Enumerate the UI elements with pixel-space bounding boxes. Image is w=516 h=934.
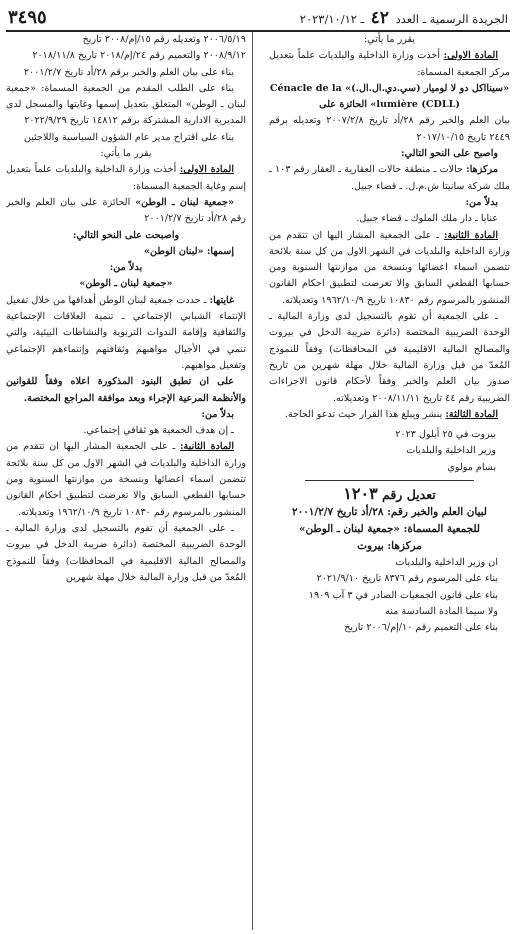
left-column (6, 32, 253, 930)
article-2-text: ـ على الجمعية المشار اليها ان تتقدم من وزارة الداخلية والبلديات في الشهر الاول من كل سنة بلائحة تتضمن اسماء اعضائها وبنسخة من موازنتها السنوية ومن حسابها القطعي السابق والا تعرضت لتطبيق احكام القانون المنشور بالمرسوم رقم ١٠٨٣٠ تاريخ ١٩٦٢/١٠/٩ وتعديلاته. (269, 229, 510, 306)
left-conditions: على ان تطبق البنود المذكورة اعلاه وفقاً للقوانين والأنظمة المرعية الإجراء وبعد موافقة المراجع المختصة. (6, 376, 246, 404)
law-line: بناء على قانون الجمعيات الصادر في ٣ آب ١٩٠٩ (308, 589, 498, 601)
headquarters (269, 162, 510, 195)
article-3-text: ينشر ويبلغ هذا القرار حيث تدعو الحاجة. (284, 408, 446, 420)
left-article-1 (6, 162, 246, 195)
hq-text: حالات ـ منطقة حالات العقارية ـ العقار رقم ١٠٣ ـ ملك شركة سانيتا ش.م.ل. ـ قضاء جبيل. (269, 164, 510, 192)
page-number: ٣٤٩٥ (8, 7, 47, 28)
left-old-goal: ـ إن هدف الجمعية هو ثقافي إجتماعي. (83, 425, 234, 437)
left-amended: واصبحت على النحو التالي: (72, 229, 180, 241)
based-on-receipt: بناء على بيان العلم والخبر برقم ٢٨/أد تاريخ ٢٠٠١/٢/٧ (23, 66, 234, 78)
decision-intro-2: يقرر ما يأتي: (100, 148, 152, 160)
amendment-subtitle-1: لبيان العلم والخبر رقم: ٢٨/أد تاريخ ٢٠٠١/٢/٧ (292, 506, 487, 519)
signature-minister: وزير الداخلية والبلديات (406, 445, 496, 457)
issue-date: ـ ٢٠٢٣/١٠/١٢ (299, 12, 364, 26)
article-1 (269, 48, 510, 81)
circular-line: بناء على التعميم رقم ١٠/إم/٢٠٠٦ تاريخ (344, 622, 498, 634)
amendment-subtitle-3: مركزها: بيروت (357, 540, 422, 553)
signature-name: بسام مولوي (447, 461, 496, 473)
article-1-label: المادة الاولى: (443, 50, 498, 62)
left-tax-paragraph: ـ على الجمعية أن تقوم بالتسجيل لدى وزارة المالية ـ الوحدة الضريبية المختصة (دائرة ضريبة الدخل في بيروت والمصالح المالية الاقليمية في المحافظات) وفقاً للنموذج المُعدّ من قبل وزارة المالية خلال مهلة شهرين (6, 522, 246, 583)
amendment-subtitle-2: للجمعية المسماة: «جمعية لبنان ـ الوطن» (299, 523, 480, 536)
hq-label: مركزها: (466, 164, 498, 176)
tax-paragraph: ـ على الجمعية أن تقوم بالتسجيل لدى وزارة المالية ـ الوحدة الضريبية المختصة (دائرة ضريبة الدخل في بيروت والمصالح المالية الاقليمية في المحافظات) وفقاً للنموذج المُعدّ من قبل وزارة المالية خلال مهلة شهرين من تاريخ صدور بيان العلم والخبر وفقاً لأحكام قانون الاجراءات الضريبية رقم ٤٤ تاريخ ٢٠٠٨/١١/١١ وتعديلاته. (269, 311, 510, 404)
left-goals-label: غايتها: (209, 294, 234, 306)
right-column (263, 32, 510, 930)
left-name-label: إسمها: (206, 245, 234, 257)
gazette-name: الجريدة الرسمية ـ العدد (395, 12, 508, 26)
association-registration: بيان العلم والخبر رقم ٢٨/أد تاريخ ٢٠٠٧/٢/٨ وتعديله برقم ٢٤٤٩ تاريخ ٢٠١٧/١٠/١٥ (269, 115, 510, 143)
decision-intro: يقرر ما يأتي: (363, 34, 416, 45)
amendment-title (269, 485, 510, 504)
minister-line: ان وزير الداخلية والبلديات (395, 557, 498, 569)
dates-line-1: ٢٠٠٦/٥/١٩ وتعديله رقم ١٥/إم/٢٠٠٨ تاريخ (82, 34, 246, 45)
left-article-1-text: أخذت وزارة الداخلية والبلديات علماً بتعديل إسم وغاية الجمعية المسماة: (6, 164, 246, 192)
left-article-2 (6, 439, 246, 520)
section-divider (305, 480, 474, 481)
based-on-proposal: بناء على اقتراح مدير عام الشؤون السياسية واللاجئين (23, 131, 234, 143)
left-instead-2: بدلاً من: (201, 408, 234, 420)
left-name-value: «لبنان الوطن» (144, 245, 207, 257)
article-3 (269, 407, 510, 423)
left-association-text (6, 195, 246, 228)
amendment-number: ١٢٠٣ (343, 484, 378, 504)
article-2 (269, 228, 510, 309)
association-name: «سينااكل دو لا لوميار (سي.دي.ال.ال.)» Cénacle de la lumière (CDLL)» الحائزة على (269, 82, 510, 111)
left-article-2-label: المادة الثانية: (179, 441, 234, 453)
issue-number: ٤٢ (370, 8, 389, 28)
article-1-text: أخذت وزارة الداخلية والبلديات علماً بتعديل مركز الجمعية المسماة: (269, 50, 510, 78)
page-header (6, 6, 510, 32)
amendment-label: تعديل رقم (382, 487, 436, 503)
article-2-label: المادة الثانية: (443, 229, 498, 241)
dates-line-2: ٢٠٠٨/٩/١٢ والتعميم رقم ٢٤/إم/٢٠١٨ تاريخ ٢٠١٨/١١/٨ (32, 50, 246, 62)
decree-line: بناء على المرسوم رقم ٨٣٧٦ تاريخ ٢٠٢١/٩/١٠ (316, 573, 498, 585)
left-goals-text: ـ حددت جمعية لبنان الوطن أهدافها من خلال تفعيل الإنتماء الشبابي الإجتماعي ـ تنمية العلاقات الإجتماعية والثقافية وإقامة الندوات التربوية والنشاطات البيئية، والتي تنمي في الأجيال مواهبهم وثقافتهم وإنتماءهم الإجتماعي وتفعيل مواهبهم. (6, 294, 246, 371)
old-hq: عنايا ـ دار ملك الملوك ـ قضاء جبيل. (356, 213, 498, 225)
based-on-request: بناء على الطلب المقدم من الجمعية المسماة: «جمعية لبنان ـ الوطن» المتعلق بتعديل إسمها وغايتها والمسجل لدى المديرية الادارية المشتركة برقم ١٤٨١٢ تاريخ ٢٠٢٢/٩/٢٩ (6, 82, 246, 127)
left-goals (6, 293, 246, 374)
gazette-title (300, 8, 508, 28)
instead-of: بدلاً من: (465, 196, 498, 208)
amended-as-follows: واصبح على النحو التالي: (401, 148, 498, 160)
left-instead: بدلاً من: (109, 262, 143, 274)
left-article-1-label: المادة الاولى: (179, 164, 234, 176)
article-3-label: المادة الثالثة: (445, 408, 498, 420)
left-name-line (6, 244, 246, 260)
article-6-line: ولا سيما المادة السادسة منه (385, 605, 498, 617)
left-association-name: «جمعية لبنان ـ الوطن» (135, 196, 234, 208)
signature-date: بيروت في ٢٥ أيلول ٢٠٢٣ (395, 429, 496, 441)
left-old-name: «جمعية لبنان ـ الوطن» (79, 278, 173, 290)
left-association-reg: الحائزة على بيان العلم والخبر رقم ٢٨/أد تاريخ ٢٠٠١/٢/٧ (6, 196, 246, 225)
left-article-2-text: ـ على الجمعية المشار اليها ان تتقدم من وزارة الداخلية والبلديات في الشهر الاول من كل سنة بلائحة تتضمن اسماء اعضائها وبنسخة من موازنتها السنوية ومن حسابها القطعي السابق والا تعرضت لتطبيق احكام القانون المنشور بالمرسوم رقم ١٠٨٣٠ تاريخ ١٩٦٢/١٠/٩ وتعديلاته. (6, 441, 246, 518)
